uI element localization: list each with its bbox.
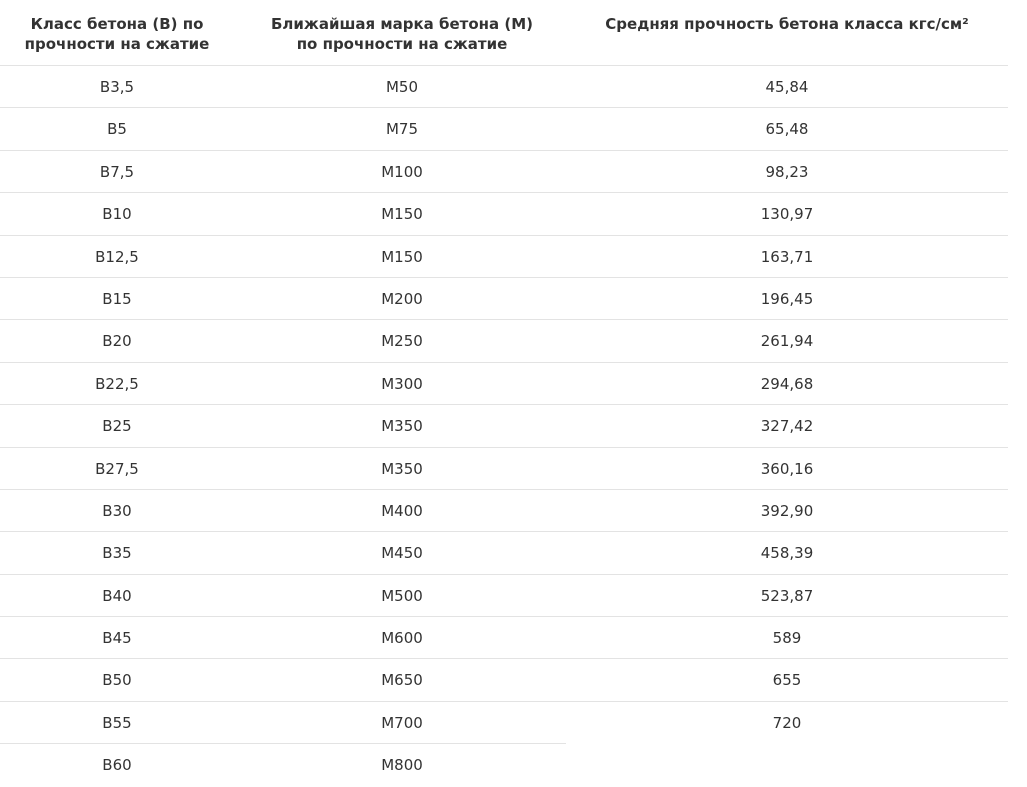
header-average-strength [566, 14, 1008, 34]
cell-concrete-grade: М100 [381, 162, 423, 181]
cell-concrete-grade: М700 [381, 713, 423, 732]
cell-average-strength: 294,68 [760, 374, 814, 393]
cell-average-strength: 720 [772, 713, 802, 732]
cell-concrete-class: В5 [107, 120, 127, 139]
table-row [0, 659, 1008, 701]
cell-average-strength: 196,45 [760, 289, 814, 308]
cell-concrete-class: В12,5 [95, 247, 139, 266]
cell-average-strength: 589 [772, 629, 802, 648]
cell-concrete-grade: М500 [381, 586, 423, 605]
table-row [0, 236, 1008, 278]
table-row [0, 702, 1008, 744]
cell-concrete-grade: М350 [381, 417, 423, 436]
header-concrete-grade-line2: по прочности на сжатие [296, 35, 508, 53]
table-row [0, 151, 1008, 193]
cell-concrete-grade: М150 [381, 247, 423, 266]
cell-concrete-grade: М300 [381, 374, 423, 393]
cell-concrete-grade: М450 [381, 544, 423, 563]
cell-concrete-class: В35 [102, 544, 132, 563]
header-average-strength-line1: Средняя прочность бетона класса кгс/см² [605, 15, 969, 33]
cell-concrete-class: В45 [102, 629, 132, 648]
table-row [0, 532, 1008, 574]
cell-concrete-grade: М200 [381, 289, 423, 308]
cell-concrete-class: В25 [102, 417, 132, 436]
cell-concrete-class: В15 [102, 289, 132, 308]
cell-concrete-class: В27,5 [95, 459, 139, 478]
cell-average-strength: 392,90 [760, 501, 814, 520]
header-concrete-class [0, 14, 234, 54]
header-concrete-class-line2: прочности на сжатие [24, 35, 210, 53]
cell-concrete-class: В40 [102, 586, 132, 605]
cell-concrete-grade: М150 [381, 205, 423, 224]
cell-concrete-class: В3,5 [99, 78, 135, 96]
cell-average-strength: 523,87 [760, 586, 814, 605]
cell-concrete-class: В60 [102, 756, 132, 775]
cell-concrete-grade: М400 [381, 501, 423, 520]
cell-concrete-grade: М600 [381, 629, 423, 648]
cell-concrete-class: В20 [102, 332, 132, 351]
table-row [0, 405, 1008, 447]
cell-concrete-class: В50 [102, 671, 132, 690]
cell-concrete-class: В30 [102, 501, 132, 520]
cell-concrete-class: В22,5 [95, 374, 139, 393]
cell-concrete-grade: М650 [381, 671, 423, 690]
table-row [0, 193, 1008, 235]
cell-concrete-class: В7,5 [99, 162, 135, 181]
table-row [0, 66, 1008, 108]
table-row [0, 617, 1008, 659]
cell-average-strength: 327,42 [760, 417, 814, 436]
cell-concrete-grade: М250 [381, 332, 423, 351]
cell-concrete-class: В55 [102, 713, 132, 732]
header-concrete-class-line1: Класс бетона (В) по [30, 15, 204, 33]
table-row [0, 575, 1008, 617]
cell-concrete-grade: М50 [385, 78, 419, 96]
cell-concrete-grade: М800 [381, 756, 423, 775]
cell-average-strength: 163,71 [760, 247, 814, 266]
table-row [0, 448, 1008, 490]
cell-concrete-grade: М75 [385, 120, 419, 139]
cell-average-strength: 45,84 [765, 78, 809, 96]
cell-concrete-class: В10 [102, 205, 132, 224]
cell-average-strength: 130,97 [760, 205, 814, 224]
cell-average-strength: 65,48 [765, 120, 809, 139]
table-row [0, 363, 1008, 405]
cell-average-strength: 261,94 [760, 332, 814, 351]
header-concrete-grade-line1: Ближайшая марка бетона (М) [270, 15, 534, 33]
table-row [0, 744, 1008, 786]
cell-concrete-grade: М350 [381, 459, 423, 478]
table-body [0, 66, 1008, 787]
table-row [0, 278, 1008, 320]
table-row [0, 490, 1008, 532]
cell-average-strength: 360,16 [760, 459, 814, 478]
cell-average-strength: 98,23 [765, 162, 809, 181]
cell-average-strength [566, 744, 1008, 786]
cell-average-strength: 655 [772, 671, 802, 690]
table-header [0, 0, 1008, 66]
header-concrete-grade [234, 14, 570, 54]
table-row [0, 108, 1008, 150]
table-row [0, 320, 1008, 362]
cell-average-strength: 458,39 [760, 544, 814, 563]
